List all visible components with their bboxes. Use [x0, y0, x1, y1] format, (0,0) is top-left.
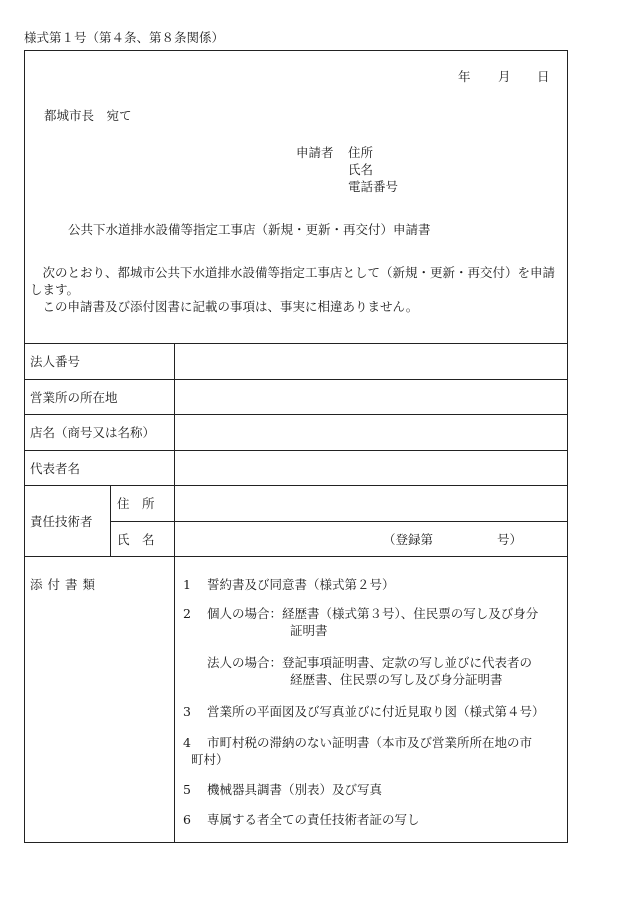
declaration-line-1: 次のとおり、都城市公共下水道排水設備等指定工事店として（新規・更新・再交付）を申請します。	[30, 265, 556, 297]
engineer-subdivider	[110, 485, 111, 556]
attachment-number: 6	[183, 812, 191, 827]
date-month-label: 月	[498, 69, 511, 84]
applicant-label: 申請者	[296, 145, 334, 160]
declaration-line-2: この申請書及び添付図書に記載の事項は、事実に相違ありません。	[42, 299, 419, 314]
engineer-label: 責任技術者	[30, 514, 93, 529]
attachment-number: 5	[183, 782, 191, 797]
engineer-address-label: 住 所	[117, 496, 155, 511]
attachment-number: 4	[183, 735, 191, 750]
declaration-text	[30, 264, 562, 315]
attachment-number: 3	[183, 704, 191, 719]
attachment-item-5	[183, 781, 563, 798]
attachment-number: 1	[183, 577, 191, 592]
corporate-number-label: 法人番号	[30, 354, 81, 369]
attachment-text-continuation: 経歴書、住民票の写し及び身分証明書	[290, 672, 503, 687]
attachment-text: 市町村税の滞納のない証明書（本市及び営業所所在地の市	[207, 735, 533, 750]
attachment-text-continuation: 町村）	[191, 752, 229, 767]
office-location-field[interactable]	[175, 380, 567, 413]
applicant-phone-label: 電話番号	[348, 179, 399, 194]
date-year-label: 年	[458, 69, 471, 84]
applicant-name-label: 氏名	[348, 162, 374, 177]
engineer-name-label: 氏 名	[117, 532, 155, 547]
applicant-address-label: 住所	[348, 145, 374, 160]
date-day-label: 日	[537, 69, 550, 84]
addressee: 都城市長 宛て	[44, 108, 132, 123]
attachment-text: 営業所の平面図及び写真並びに付近見取り図（様式第４号）	[207, 704, 545, 719]
attachment-item-1	[183, 576, 563, 593]
attachment-text: 個人の場合：経歴書（様式第３号）、住民票の写し及び身分	[207, 606, 539, 621]
attachments-label: 添付書類	[30, 577, 101, 592]
corporate-number-field[interactable]	[175, 344, 567, 378]
attachment-text: 誓約書及び同意書（様式第２号）	[207, 577, 395, 592]
attachment-number: 2	[183, 606, 191, 621]
shop-name-label: 店名（商号又は名称）	[30, 425, 156, 440]
attachment-text: 機械器具調書（別表）及び写真	[207, 782, 383, 797]
shop-name-field[interactable]	[175, 415, 567, 449]
office-location-label: 営業所の所在地	[30, 390, 118, 405]
attachment-item-3	[183, 703, 563, 720]
attachment-text: 法人の場合：登記事項証明書、定款の写し並びに代表者の	[207, 655, 533, 670]
form-code: 様式第１号（第４条、第８条関係）	[24, 30, 225, 45]
attachment-item-2-corporate	[183, 654, 563, 688]
attachment-item-6	[183, 811, 563, 828]
attachment-text: 専属する者全ての責任技術者証の写し	[207, 812, 420, 827]
attachment-text-continuation: 証明書	[290, 623, 328, 638]
attachment-item-2	[183, 605, 563, 639]
representative-field[interactable]	[175, 451, 567, 484]
attachment-item-4	[183, 734, 563, 768]
engineer-name-field[interactable]	[175, 522, 375, 555]
engineer-address-field[interactable]	[175, 486, 567, 520]
row-rule	[24, 556, 568, 557]
registration-prefix: （登録第	[383, 532, 434, 547]
representative-label: 代表者名	[30, 461, 81, 476]
form-title: 公共下水道排水設備等指定工事店（新規・更新・再交付）申請書	[68, 222, 431, 237]
registration-suffix: 号）	[497, 532, 523, 547]
